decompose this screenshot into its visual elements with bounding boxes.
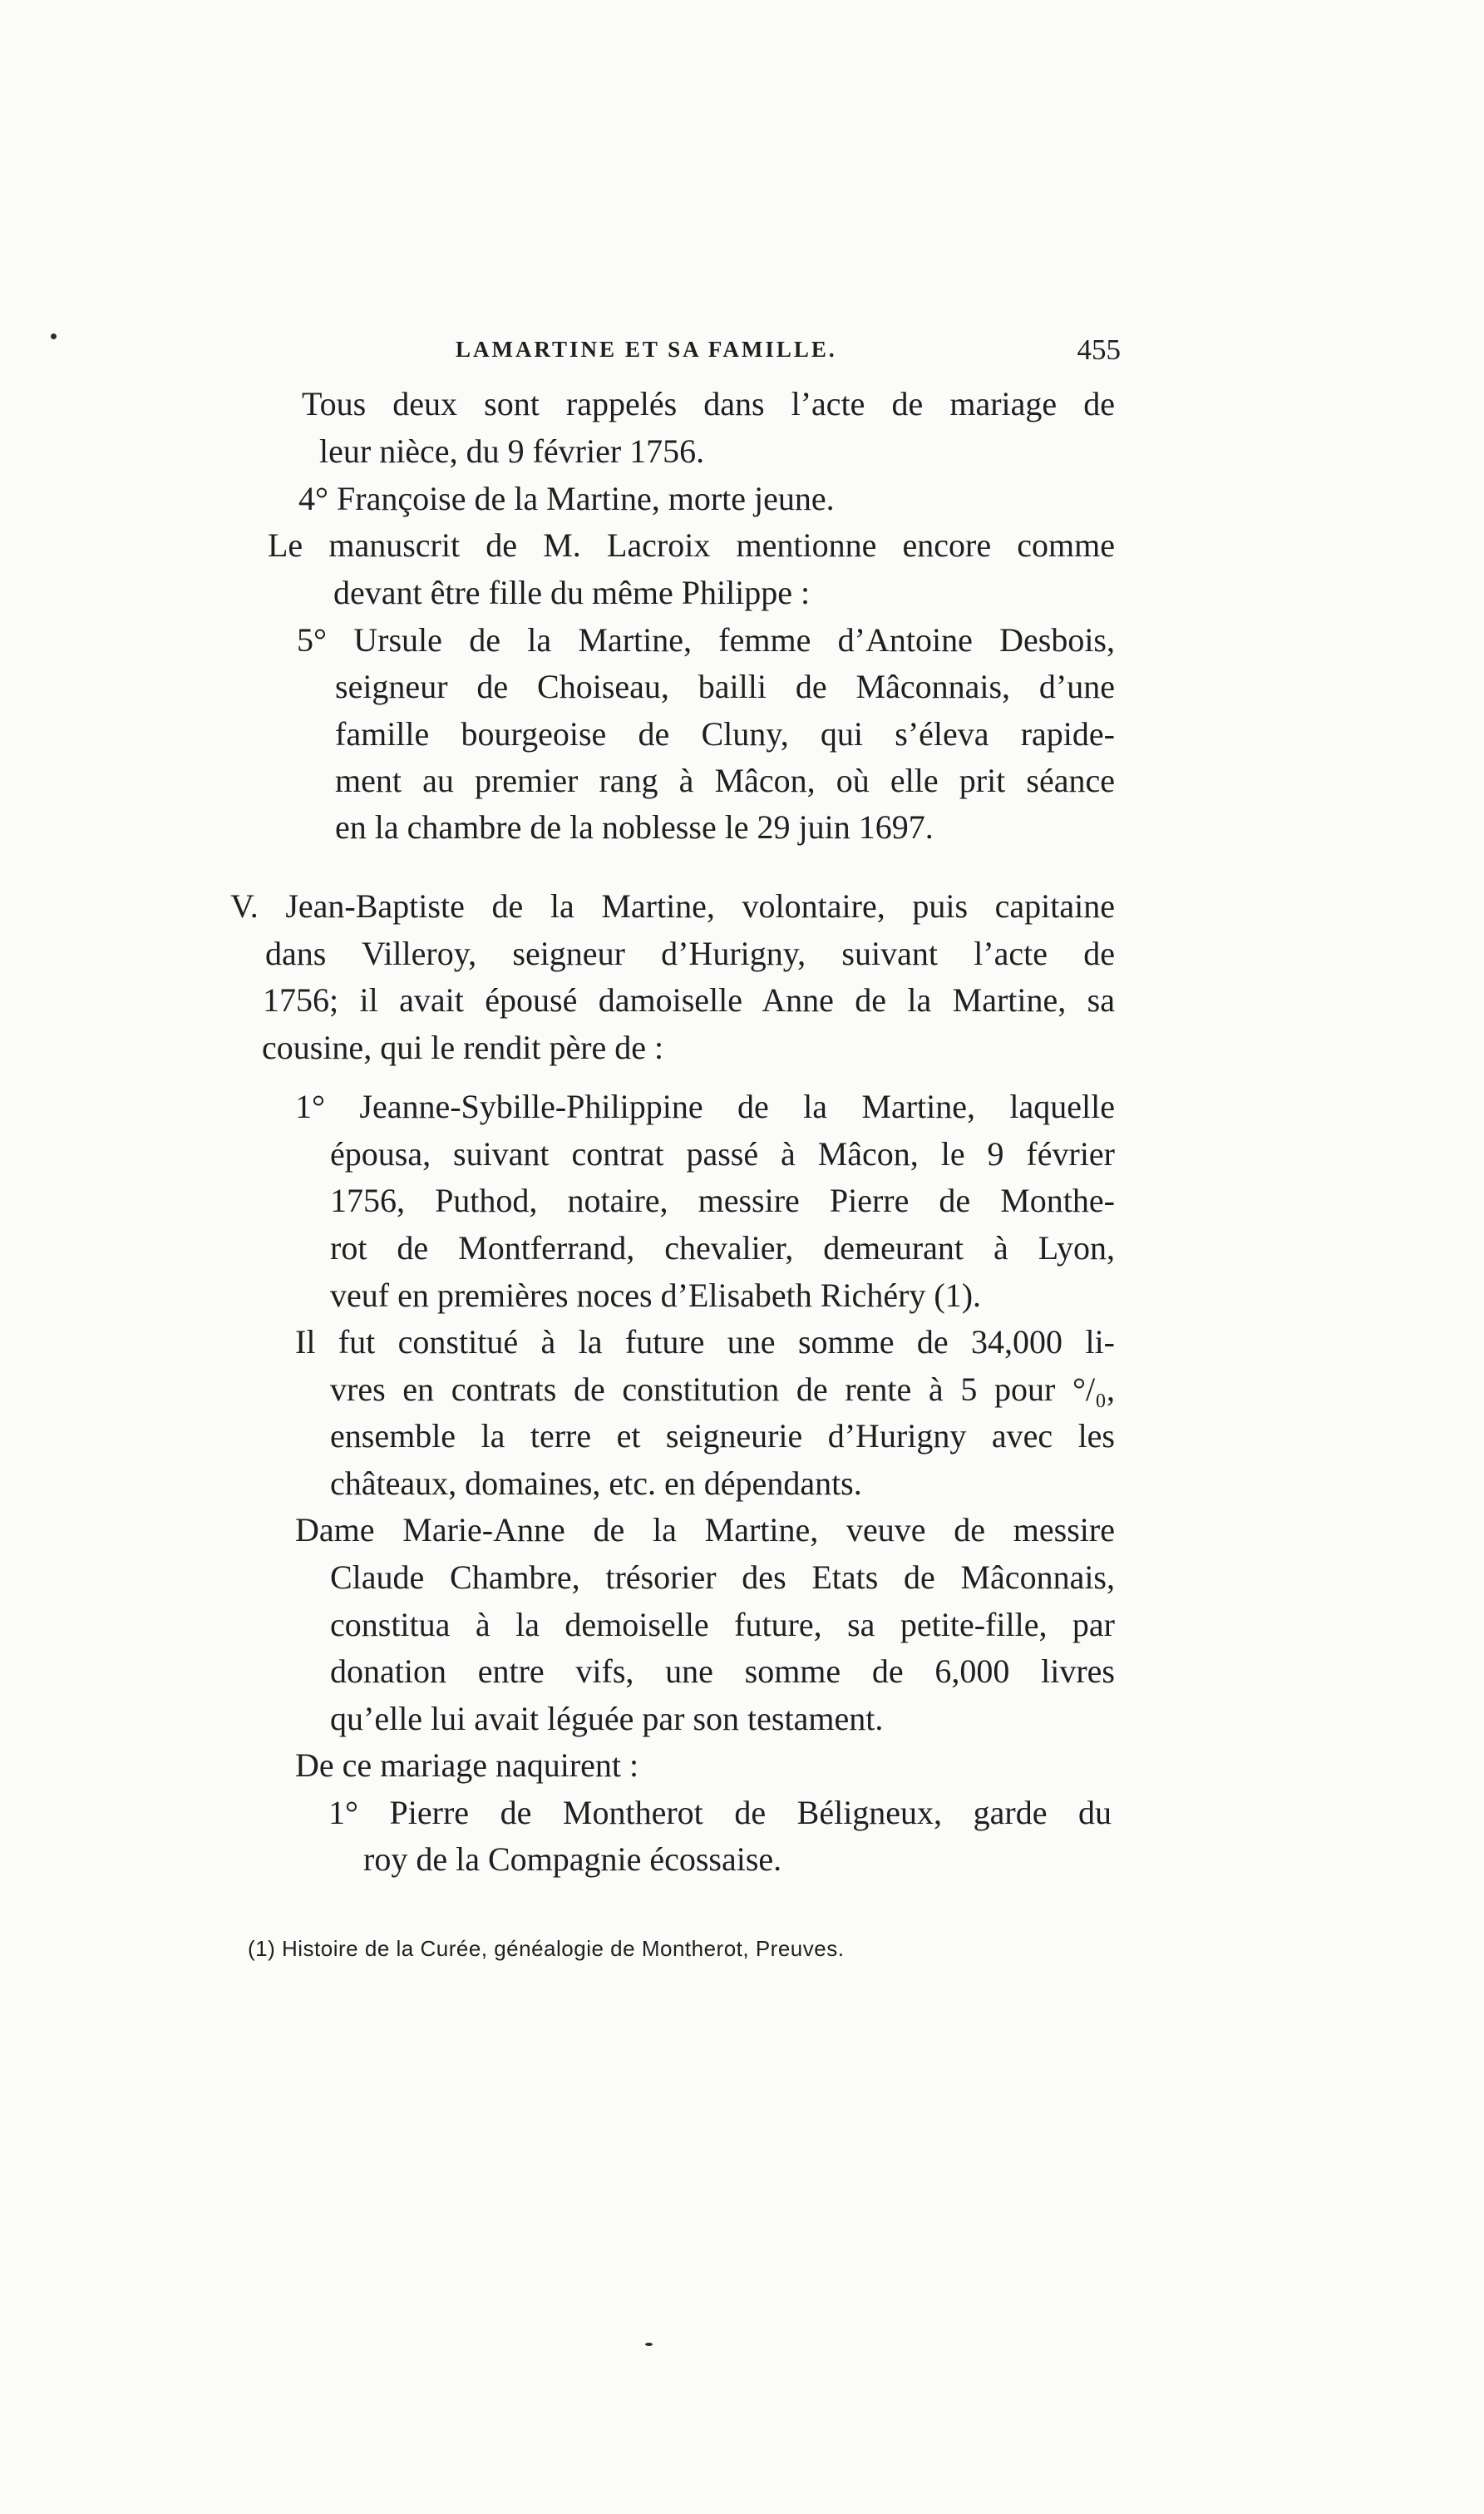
text-line: 1756; il avait épousé damoiselle Anne de la Martine, sa: [263, 981, 1115, 1019]
text-line: 1756, Puthod, notaire, messire Pierre de Monthe-: [330, 1182, 1115, 1219]
text-line: 1° Pierre de Montherot de Béligneux, garde du: [328, 1794, 1112, 1831]
text-line: leur nièce, du 9 février 1756.: [319, 432, 705, 470]
text-line: famille bourgeoise de Cluny, qui s’éleva rapide-: [335, 715, 1115, 753]
text-line: vres en contrats de constitution de rente à 5 pour °/₀,: [330, 1371, 1115, 1408]
text-line: devant être fille du même Philippe :: [333, 574, 811, 611]
text-line: De ce mariage naquirent :: [295, 1746, 639, 1784]
text-line: Il fut constitué à la future une somme de 34,000 li-: [295, 1323, 1115, 1361]
text-line: dans Villeroy, seigneur d’Hurigny, suivant l’acte de: [265, 935, 1115, 972]
text-line: 4° Françoise de la Martine, morte jeune.: [298, 480, 835, 517]
text-line: ment au premier rang à Mâcon, où elle prit séance: [335, 762, 1115, 799]
text-line: seigneur de Choiseau, bailli de Mâconnais, d’une: [335, 668, 1115, 705]
text-line: en la chambre de la noblesse le 29 juin 1697.: [335, 808, 934, 846]
text-line: châteaux, domaines, etc. en dépendants.: [330, 1464, 862, 1502]
text-line: 1° Jeanne-Sybille-Philippine de la Martine, laquelle: [295, 1088, 1115, 1125]
text-line: ensemble la terre et seigneurie d’Hurigny avec les: [330, 1417, 1115, 1455]
text-line: cousine, qui le rendit père de :: [262, 1029, 664, 1066]
text-line: constitua à la demoiselle future, sa petite-fille, par: [330, 1606, 1115, 1643]
text-line: veuf en premières noces d’Elisabeth Richéry (1).: [330, 1277, 982, 1314]
text-line: Claude Chambre, trésorier des Etats de Mâconnais,: [330, 1558, 1115, 1596]
print-speck: [51, 333, 57, 339]
print-speck: [645, 2343, 653, 2346]
footnote: (1) Histoire de la Curée, généalogie de Montherot, Preuves.: [248, 1936, 845, 1961]
text-line: roy de la Compagnie écossaise.: [363, 1840, 782, 1878]
text-line: Tous deux sont rappelés dans l’acte de mariage de: [302, 385, 1115, 422]
text-line: 5° Ursule de la Martine, femme d’Antoine Desbois,: [297, 621, 1115, 659]
running-title: LAMARTINE ET SA FAMILLE.: [456, 337, 837, 362]
text-line: donation entre vifs, une somme de 6,000 livres: [330, 1652, 1115, 1690]
text-line: Dame Marie-Anne de la Martine, veuve de messire: [295, 1511, 1115, 1548]
page-number: 455: [1077, 333, 1121, 366]
running-header: [456, 333, 1121, 378]
text-line: épousa, suivant contrat passé à Mâcon, le 9 février: [330, 1135, 1115, 1173]
text-line: Le manuscrit de M. Lacroix mentionne encore comme: [268, 526, 1115, 564]
text-line: qu’elle lui avait léguée par son testament.: [330, 1700, 884, 1737]
text-line: rot de Montferrand, chevalier, demeurant à Lyon,: [330, 1229, 1115, 1267]
text-line: V. Jean-Baptiste de la Martine, volontaire, puis capitaine: [230, 887, 1115, 925]
